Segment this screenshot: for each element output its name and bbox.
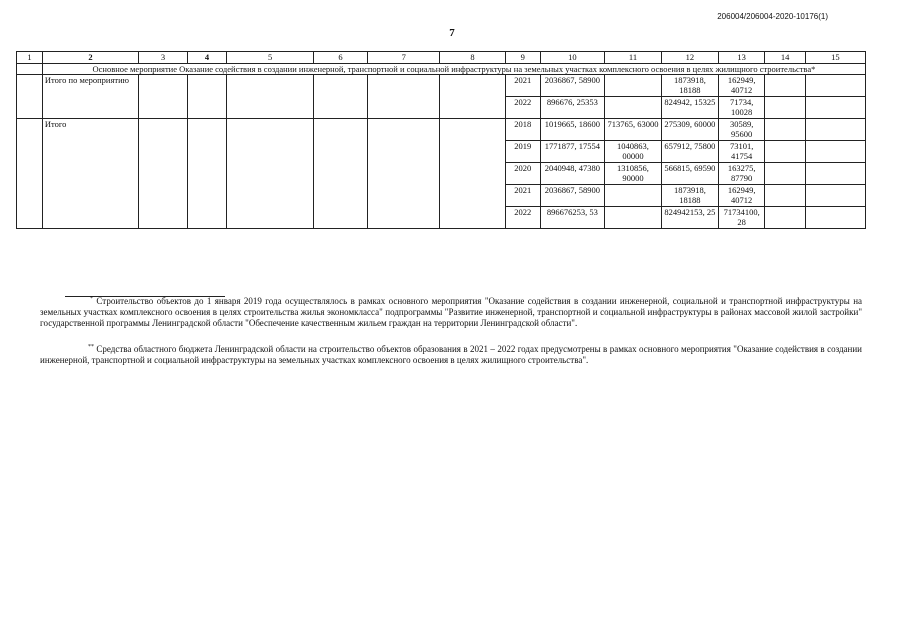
document-number: 206004/206004-2020-10176(1) — [717, 12, 828, 21]
column-number: 12 — [661, 52, 718, 64]
value-cell — [605, 97, 662, 119]
value-cell: 275309, 60000 — [661, 119, 718, 141]
empty-cell — [765, 119, 805, 141]
value-cell: 1019665, 18600 — [540, 119, 604, 141]
footnote-text: Средства областного бюджета Ленинградской области на строительство объектов образования в 2021 – 2022 годах предусмотрены в рамках основного мероприятия "Оказание содействия в создании инженерной, транспортной и социальной инфраструктуры на земельных участках комплексного освоения в целях жилищного строительства". — [40, 344, 862, 365]
empty-cell — [17, 64, 43, 75]
empty-cell — [765, 207, 805, 229]
column-number: 8 — [440, 52, 505, 64]
column-number: 5 — [227, 52, 314, 64]
year-cell: 2022 — [505, 207, 540, 229]
table-row — [17, 119, 866, 141]
page-number: 7 — [449, 27, 455, 39]
value-cell — [605, 75, 662, 97]
value-cell: 566815, 69590 — [661, 163, 718, 185]
column-number: 13 — [718, 52, 765, 64]
column-number: 4 — [187, 52, 226, 64]
value-cell: 71734100, 28 — [718, 207, 765, 229]
value-cell: 824942, 15325 — [661, 97, 718, 119]
row-label: Итого — [42, 119, 138, 229]
value-cell: 896676253, 53 — [540, 207, 604, 229]
empty-cell — [805, 75, 865, 97]
footnote-mark: * — [90, 296, 93, 302]
column-number: 3 — [139, 52, 188, 64]
empty-cell — [765, 97, 805, 119]
table-body — [17, 52, 866, 229]
year-cell: 2020 — [505, 163, 540, 185]
value-cell: 73101, 41754 — [718, 141, 765, 163]
value-cell: 71734, 10028 — [718, 97, 765, 119]
value-cell: 824942153, 25 — [661, 207, 718, 229]
value-cell: 896676, 25353 — [540, 97, 604, 119]
value-cell: 30589, 95600 — [718, 119, 765, 141]
empty-cell — [187, 119, 226, 229]
empty-cell — [765, 185, 805, 207]
table-row — [17, 75, 866, 97]
empty-cell — [227, 75, 314, 119]
empty-cell — [805, 119, 865, 141]
column-number: 9 — [505, 52, 540, 64]
value-cell: 657912, 75800 — [661, 141, 718, 163]
value-cell — [605, 185, 662, 207]
value-cell: 1873918, 18188 — [661, 185, 718, 207]
value-cell: 1310856, 90000 — [605, 163, 662, 185]
value-cell: 2036867, 58900 — [540, 185, 604, 207]
empty-cell — [805, 163, 865, 185]
column-number: 10 — [540, 52, 604, 64]
empty-cell — [805, 141, 865, 163]
empty-cell — [314, 119, 368, 229]
footnote-2 — [40, 344, 862, 366]
section-title: Основное мероприятие Оказание содействия в создании инженерной, транспортной и социальной инфраструктуры на земельных участках комплексного освоения в целях жилищного строительства* — [42, 64, 865, 75]
empty-cell — [139, 119, 188, 229]
column-number: 1 — [17, 52, 43, 64]
year-cell: 2021 — [505, 185, 540, 207]
column-number: 2 — [42, 52, 138, 64]
value-cell: 2036867, 58900 — [540, 75, 604, 97]
value-cell — [605, 207, 662, 229]
empty-cell — [765, 141, 805, 163]
empty-cell — [367, 119, 439, 229]
column-number: 15 — [805, 52, 865, 64]
value-cell: 163275, 87790 — [718, 163, 765, 185]
empty-cell — [17, 75, 43, 119]
column-number: 14 — [765, 52, 805, 64]
column-number: 7 — [367, 52, 439, 64]
empty-cell — [805, 97, 865, 119]
empty-cell — [805, 207, 865, 229]
year-cell: 2022 — [505, 97, 540, 119]
footnote-1 — [40, 296, 862, 329]
empty-cell — [227, 119, 314, 229]
year-cell: 2018 — [505, 119, 540, 141]
empty-cell — [765, 75, 805, 97]
year-cell: 2019 — [505, 141, 540, 163]
section-row — [17, 64, 866, 75]
column-number: 6 — [314, 52, 368, 64]
value-cell: 162949, 40712 — [718, 185, 765, 207]
empty-cell — [440, 119, 505, 229]
value-cell: 1771877, 17554 — [540, 141, 604, 163]
empty-cell — [367, 75, 439, 119]
empty-cell — [17, 119, 43, 229]
value-cell: 1873918, 18188 — [661, 75, 718, 97]
budget-table — [16, 51, 866, 229]
value-cell: 162949, 40712 — [718, 75, 765, 97]
column-number: 11 — [605, 52, 662, 64]
empty-cell — [139, 75, 188, 119]
empty-cell — [314, 75, 368, 119]
value-cell: 1040863, 00000 — [605, 141, 662, 163]
row-label: Итого по мероприятию — [42, 75, 138, 119]
value-cell: 713765, 63000 — [605, 119, 662, 141]
empty-cell — [765, 163, 805, 185]
footnote-mark: ** — [88, 344, 94, 350]
empty-cell — [440, 75, 505, 119]
empty-cell — [805, 185, 865, 207]
year-cell: 2021 — [505, 75, 540, 97]
value-cell: 2040948, 47380 — [540, 163, 604, 185]
column-number-row — [17, 52, 866, 64]
footnote-text: Строительство объектов до 1 января 2019 года осуществлялось в рамках основного мероприятия "Оказание содействия в создании инженерной, социальной и транспортной инфраструктуры на земельных участках комплексного освоения в целях строительства жилья экономкласса" подпрограммы "Развитие инженерной, транспортной и социальной инфраструктуры в районах массовой жилой застройки" государственной программы Ленинградской области "Обеспечение качественным жильем граждан на территории Ленинградской области". — [40, 296, 863, 328]
empty-cell — [187, 75, 226, 119]
